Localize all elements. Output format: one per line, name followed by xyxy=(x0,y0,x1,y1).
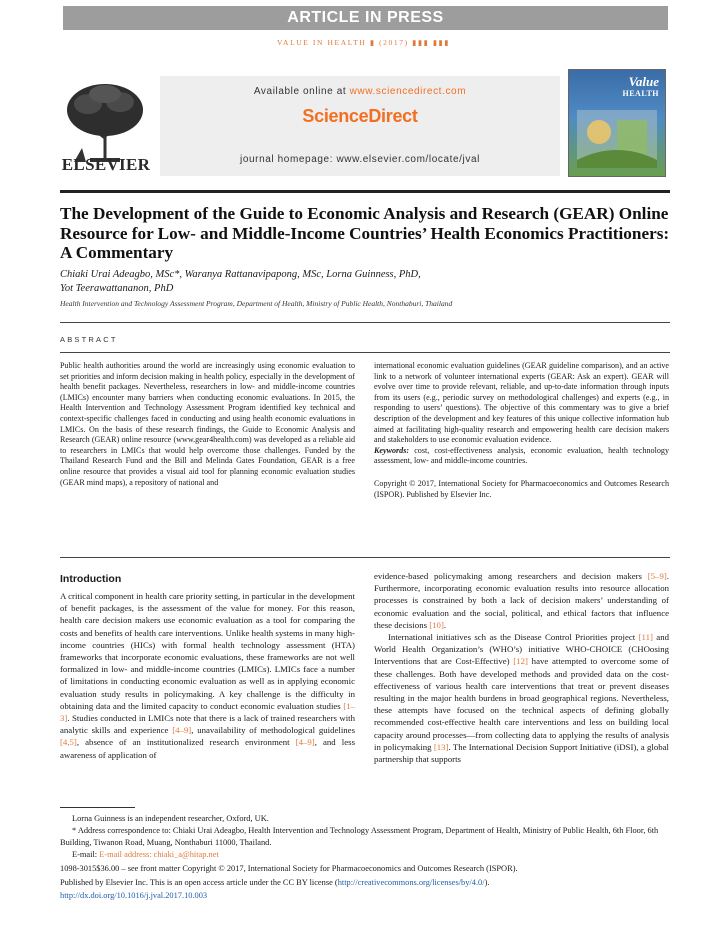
citation-link[interactable]: [5–9] xyxy=(647,571,667,581)
footnotes xyxy=(60,813,670,861)
body-text-segment: International initiatives sch as the Disease Control Priorities project xyxy=(388,632,639,643)
citation-link[interactable]: [11] xyxy=(638,632,653,643)
article-in-press-banner: ARTICLE IN PRESS xyxy=(63,6,668,30)
body-text-segment: and World Health Organization’s (WHO’s) initiative WHO-CHOICE (CHOosing Interventions that are Cost-Effective) xyxy=(374,632,669,667)
footnote-rule xyxy=(60,807,135,808)
citation-link[interactable]: [4–9] xyxy=(295,737,315,748)
intro-paragraph-2 xyxy=(374,631,669,765)
license-link[interactable]: http://creativecommons.org/licenses/by/4.0/ xyxy=(337,877,485,887)
available-prefix: Available online at xyxy=(253,86,350,97)
body-text-segment: , and less awareness of application of xyxy=(60,737,355,760)
body-right-column xyxy=(374,570,669,765)
intro-paragraph-1-continued xyxy=(374,570,669,631)
keywords xyxy=(374,446,669,467)
available-online-text xyxy=(160,86,560,97)
body-text-segment: . The International Decision Support Initiative (iDSI), a global partnership that supports xyxy=(374,741,669,765)
correspondence-email xyxy=(60,849,670,861)
intro-paragraph-1 xyxy=(60,590,355,761)
body-left-column xyxy=(60,590,355,761)
license-suffix: ). xyxy=(484,877,490,887)
publication-info xyxy=(60,862,670,903)
keywords-list: cost, cost-effectiveness analysis, economic evaluation, health technology assessment, low- and middle-income countries. xyxy=(374,445,669,466)
cover-title-line1: Value xyxy=(628,74,659,89)
body-text-segment: . xyxy=(443,619,447,630)
citation-link[interactable]: [1–3] xyxy=(60,700,355,724)
authors-line-2: Yot Teerawattananon, PhD xyxy=(60,283,174,294)
journal-info-box xyxy=(160,76,560,176)
cover-title-line2: HEALTH xyxy=(622,89,659,98)
abstract-left-column: Public health authorities around the world are increasingly using economic evaluation to set priorities and inform decision making in health policy, especially in the development of health benefit packages. Nevertheless, researchers in low- and middle-income countries (LMICs) encounter many barriers when conducting economic evaluations. In 2015, the Health Intervention and Technology Assessment Program identified key technical and context-specific challenges faced in conducting and using health economic evaluations in LMICs. On the basis of these research findings, the Guide to Economic Analysis and Research (GEAR) online resource (www.gear4health.com) was developed as a reliable aid to researchers in LMICs that would help overcome those challenges. Funded by the Thailand Research Fund and the Bill and Melinda Gates Foundation, GEAR is a free online resource that provides a visual aid tool for planning economic evaluation studies (GEAR mind maps), a repository of national and xyxy=(60,361,355,487)
header-rule xyxy=(60,190,670,193)
abstract-copyright: Copyright © 2017, International Society for Pharmacoeconomics and Outcomes Research (ISPOR). Published by Elsevier Inc. xyxy=(374,478,669,499)
email-label: E-mail: xyxy=(72,850,100,859)
running-head: VALUE IN HEALTH ▮ (2017) ▮▮▮ ▮▮▮ xyxy=(277,38,450,47)
cover-title xyxy=(623,76,660,100)
body-text-segment: A critical component in health care priority setting, in particular in the development of benefit packages, is the assessment of the value for money. For this reason, health care decision makers use economic evaluation as a tool for comparing the costs and benefits of health care interventions. Unlike health systems in many high-income countries (HICs) with formal health technology assessment (HTA) frameworks that incorporate economic evaluations, these frameworks are not well formalized in low- and middle-income countries (LMICs). LMICs face a number of limitations in conducting economic evaluation as well as in applying economic evaluation study results in policymaking. A key challenge is the difficulty in obtaining data and the limited capacity to conduct economic evaluation studies xyxy=(60,591,355,711)
body-text-segment: have attempted to overcome some of these challenges. Both have developed methods and provided data on the cost-effectiveness of various health care interventions that treat or prevent diseases resulting in the major health burdens in broad geographical regions. Nevertheless, these attempts have focused on the technical aspects of defining globally recommended cost-effective health care interventions and less on building local capacity around processes—from collecting data to applying the results of analysis in policymaking xyxy=(374,656,669,752)
journal-homepage-text[interactable]: journal homepage: www.elsevier.com/locate/jval xyxy=(240,154,480,165)
citation-link[interactable]: [4–9] xyxy=(172,725,192,736)
abstract-head-rule xyxy=(60,352,670,353)
abstract-right-text: international economic evaluation guidelines (GEAR guideline comparison), and an active link to a network of volunteer international experts (GEAR: Ask an expert). GEAR will evolve over time to provide relevant, reliable, and up-to-date information through inputs from its users (e.g., periodic survey on methodological challenges) and experts (e.g., in responding to users’ questions). The objective of this commentary was to give a brief description of the development and key features of this unique collective information hub aimed at facilitating high-quality research and empowering health care decision makers and stakeholders to use economic evaluation evidence. xyxy=(374,361,669,445)
affiliation: Health Intervention and Technology Assessment Program, Department of Health, Ministry of Public Health, Nonthaburi, Thailand xyxy=(60,299,453,308)
keywords-label: Keywords: xyxy=(374,445,410,455)
correspondence-address: * Address correspondence to: Chiaki Urai Adeagbo, Health Intervention and Technology Assessment Program, Department of Health, Ministry of Public Health, 6th Floor, 6th Building, Tiwanon Road, Muang, Nonthaburi 11000, Thailand. xyxy=(60,826,659,847)
author-list xyxy=(60,268,670,296)
license-prefix: Published by Elsevier Inc. This is an open access article under the CC BY license ( xyxy=(60,877,338,887)
body-text-segment: . Furthermore, incorporating economic evaluation results into resource allocation processes is constrained by both a lack of decision makers’ understanding of economic evaluation and the social, political, and ethical factors that influence these decisions xyxy=(374,571,669,630)
issn-line: 1098-3015$36.00 – see front matter Copyright © 2017, International Society for Pharmacoeconomics and Outcomes Research (ISPOR). xyxy=(60,864,518,873)
body-text-segment: evidence-based policymaking among researchers and decision makers xyxy=(374,571,648,581)
introduction-heading: Introduction xyxy=(60,573,122,585)
abstract-top-rule xyxy=(60,322,670,323)
article-title: The Development of the Guide to Economic Analysis and Research (GEAR) Online Resource for Low- and Middle-Income Countries’ Health Economics Practitioners: A Commentary xyxy=(60,204,670,262)
publisher-wordmark: ELSEVIER xyxy=(61,155,151,174)
abstract-heading: ABSTRACT xyxy=(60,335,118,344)
citation-link[interactable]: [4,5] xyxy=(60,737,77,748)
footnote-author-note: Lorna Guinness is an independent researcher, Oxford, UK. xyxy=(72,814,269,823)
journal-header xyxy=(60,58,670,186)
journal-cover-image xyxy=(568,69,666,177)
license-line xyxy=(60,876,670,890)
email-link[interactable]: E-mail address: chiaki_a@hitap.net xyxy=(99,850,219,859)
authors-line-1: Chiaki Urai Adeagbo, MSc*, Waranya Rattanavipapong, MSc, Lorna Guinness, PhD, xyxy=(60,269,421,280)
body-text-segment: , unavailability of methodological guidelines xyxy=(191,725,355,736)
body-text-segment: . Studies conducted in LMICs note that there is a lack of trained researchers with analytic skills and experience xyxy=(60,713,355,736)
sciencedirect-logo: ScienceDirect xyxy=(302,106,418,126)
doi-link[interactable]: http://dx.doi.org/10.1016/j.jval.2017.10.003 xyxy=(60,891,208,901)
body-text-segment: , absence of an institutionalized research environment xyxy=(76,737,296,748)
citation-link[interactable]: [13] xyxy=(433,741,449,752)
abstract-right-column xyxy=(374,361,669,500)
sciencedirect-url[interactable]: www.sciencedirect.com xyxy=(349,86,467,97)
abstract-bottom-rule xyxy=(60,557,670,558)
citation-link[interactable]: [12] xyxy=(513,656,528,667)
cover-artwork xyxy=(577,110,657,168)
citation-link[interactable]: [10] xyxy=(429,619,444,630)
